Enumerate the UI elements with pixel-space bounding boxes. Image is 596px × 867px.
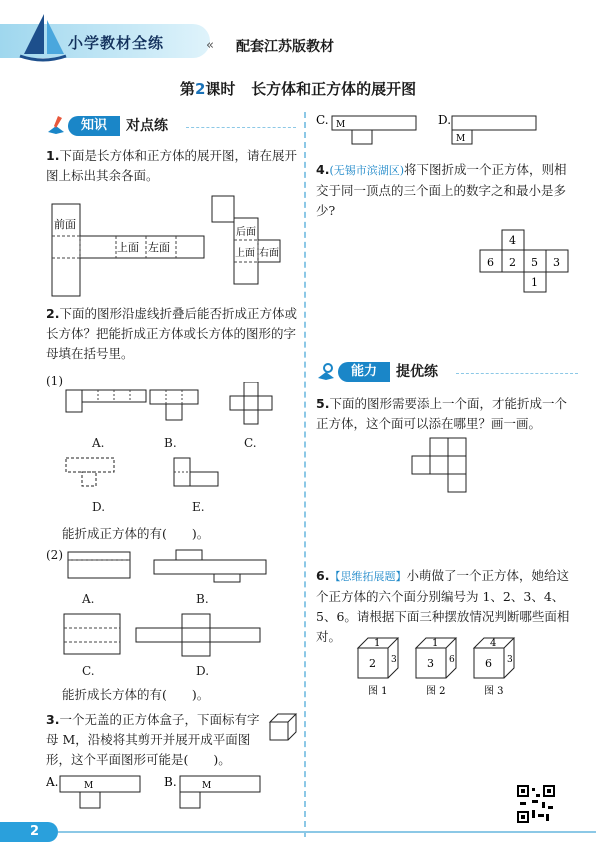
q2-part-2: (2): [46, 548, 63, 562]
question-6: 6.【思维拓展题】小萌做了一个正方体，她给这个正方体的六个面分别编号为 1、2、3、4、5、6。请根据下面三种摆放情况判断哪些面相对。: [316, 568, 570, 644]
q6-cube-3: [474, 638, 514, 697]
footer-line: [58, 831, 596, 833]
svg-text:M: M: [202, 781, 212, 791]
qr-code-icon[interactable]: [516, 784, 556, 824]
q6-cube-1: [358, 638, 398, 697]
svg-text:2: 2: [369, 657, 376, 670]
svg-text:2: 2: [509, 256, 516, 269]
q2-letter-2c: C.: [82, 664, 95, 678]
svg-text:3: 3: [553, 256, 560, 269]
q5-net: [408, 436, 488, 496]
edition-label: 配套江苏版教材: [236, 39, 334, 55]
svg-text:6: 6: [487, 256, 494, 269]
question-5: 5.下面的图形需要添上一个面，才能折成一个正方体，这个面可以添在哪里？画一画。: [316, 396, 567, 431]
q3-option-b: B.: [164, 775, 177, 789]
svg-text:6: 6: [449, 655, 455, 665]
svg-text:1: 1: [531, 276, 538, 289]
q1-label-back: 后面: [236, 227, 256, 238]
svg-text:图 3: 图 3: [484, 686, 504, 697]
book-magnifier-icon: [316, 360, 336, 382]
q1-label-right: 右面: [259, 248, 279, 259]
question-1: 1.下面是长方体和正方体的展开图，请在展开图上标出其余各面。: [46, 148, 297, 183]
q2-letter-b: B.: [164, 436, 177, 450]
sailboat-logo-icon: [18, 10, 68, 62]
q2-letter-2b: B.: [196, 592, 209, 606]
svg-text:M: M: [336, 120, 346, 130]
column-divider: [304, 112, 306, 837]
q3-option-a: A.: [46, 775, 59, 789]
svg-text:图 1: 图 1: [368, 686, 388, 697]
svg-text:4: 4: [490, 638, 497, 649]
open-box-icon: [266, 712, 300, 744]
svg-text:图 2: 图 2: [426, 686, 446, 697]
q2-answer-cube[interactable]: 能折成正方体的有( )。: [62, 526, 210, 541]
book-pencil-icon: [46, 114, 66, 136]
svg-text:1: 1: [432, 638, 439, 649]
q2-letter-e: E.: [192, 500, 205, 514]
q6-cube-2: [416, 638, 456, 697]
q2-letter-c: C.: [244, 436, 257, 450]
q2-part2-nets: [46, 546, 302, 666]
q2-letter-d: D.: [92, 500, 106, 514]
q4-number-net: [476, 228, 572, 298]
q3-options: [46, 766, 302, 816]
brand-title: 小学教材全练: [68, 34, 165, 52]
section-header-knowledge: 知识 对点练: [46, 114, 296, 138]
q1-label-top-2: 上面: [235, 248, 255, 259]
svg-text:4: 4: [509, 234, 516, 247]
q2-part-1: (1): [46, 374, 63, 388]
q1-label-top: 上面: [117, 241, 139, 254]
q2-answer-cuboid[interactable]: 能折成长方体的有( )。: [62, 687, 210, 702]
q3-option-c: C.: [316, 113, 329, 127]
q3-options-cd: [316, 112, 586, 148]
svg-text:3: 3: [391, 655, 397, 665]
chevron-left-icon: «: [206, 38, 214, 53]
question-4: 4.(无锡市滨湖区)将下图折成一个正方体，则相交于同一顶点的三个面上的数字之和最小是多少?: [316, 162, 567, 218]
section-header-ability: 能力 提优练: [316, 360, 578, 384]
svg-text:3: 3: [507, 655, 513, 665]
page-title: 第2课时 长方体和正方体的展开图: [179, 80, 417, 98]
svg-text:5: 5: [531, 256, 538, 269]
q2-letter-2a: A.: [82, 592, 95, 606]
svg-text:3: 3: [427, 657, 434, 670]
page-number: 2: [0, 822, 58, 842]
q1-nets: [46, 190, 302, 300]
q6-cubes: [354, 632, 524, 702]
question-2: 2.下面的图形沿虚线折叠后能否折成正方体或长方体？把能折成正方体或长方体的图形的字母填在括号里。: [46, 306, 297, 361]
svg-text:M: M: [84, 781, 94, 791]
question-3: 3.一个无盖的正方体盒子，下面标有字母 M，沿棱将其剪开并展开成平面图形，这个平面图形可能是( )。: [46, 712, 260, 767]
q3-option-d: D.: [438, 113, 452, 127]
q2-letter-2d: D.: [196, 664, 210, 678]
q2-letter-a: A.: [92, 436, 105, 450]
svg-text:M: M: [456, 134, 466, 144]
q1-label-left: 左面: [148, 241, 170, 254]
svg-text:1: 1: [374, 638, 381, 649]
svg-text:6: 6: [485, 657, 492, 670]
q1-label-front: 前面: [54, 218, 76, 231]
